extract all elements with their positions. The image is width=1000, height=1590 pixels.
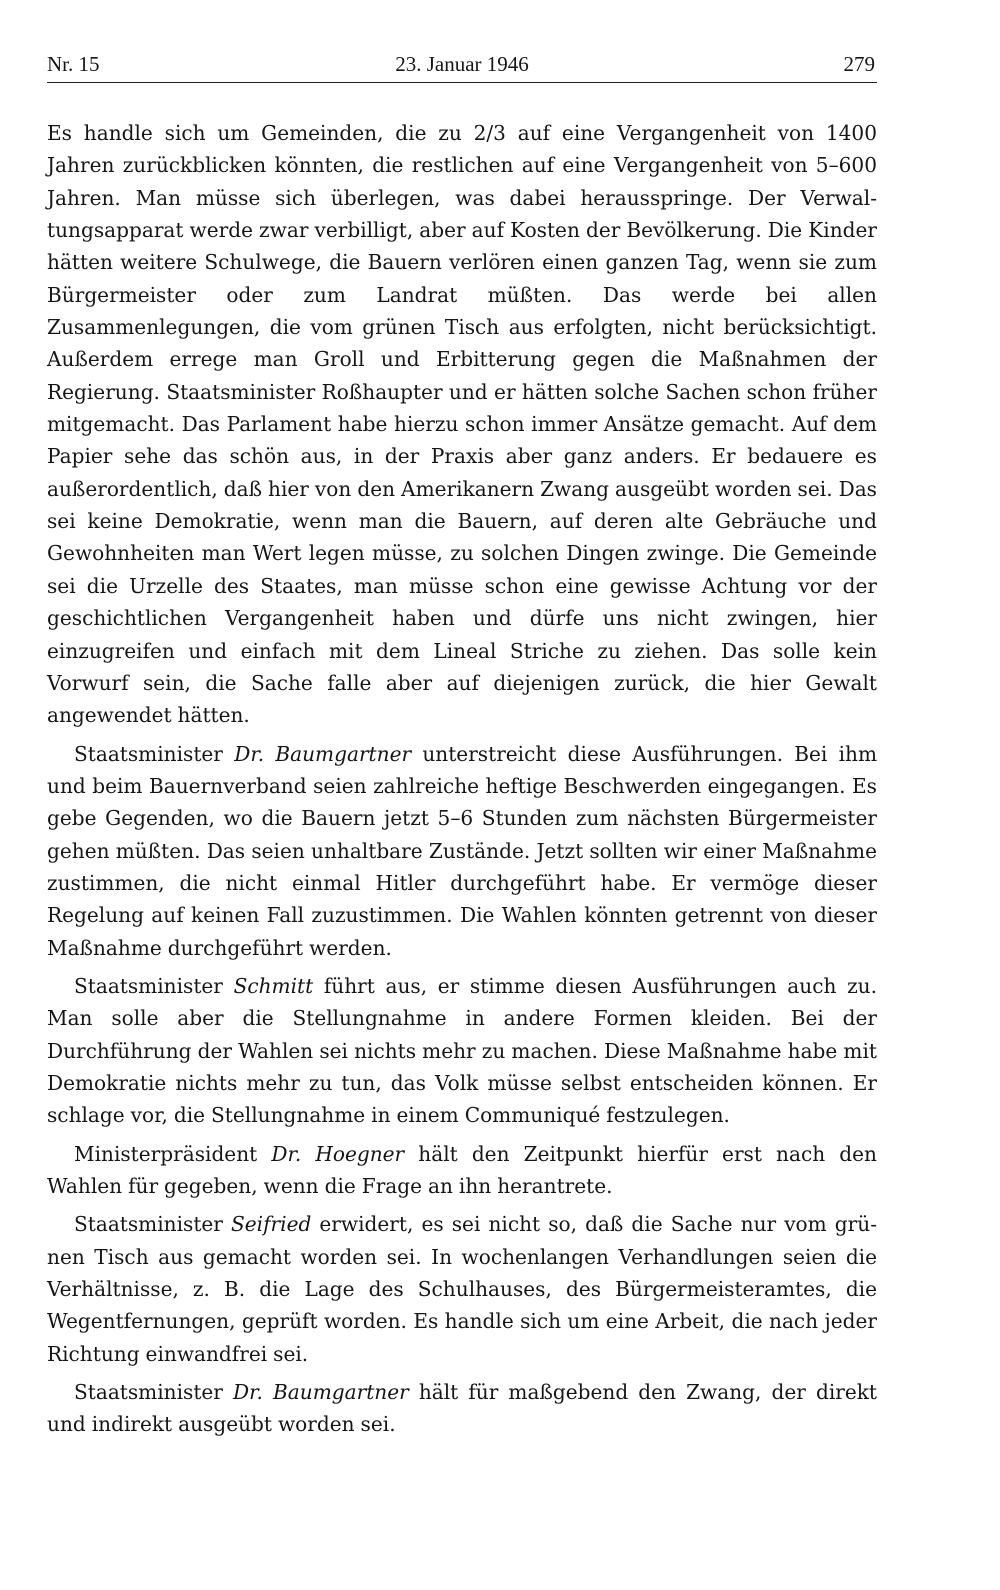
speaker-name: Dr. Baumgartner (233, 1380, 409, 1405)
running-header (47, 48, 877, 83)
paragraph-text: unterstreicht diese Ausführungen. Bei ihm und beim Bauernverband seien zahlreiche heftige Beschwerden eingegangen. Es gebe Gegenden, wo die Bauern jetzt 5–6 Stunden zum nächsten Bürgermeister gehen müßten. Das seien unhaltbare Zustände. Jetzt sollten wir einer Maßnahme zustimmen, die nicht einmal Hitler durchgeführt habe. Er vermöge dieser Regelung auf keinen Fall zuzustimmen. Die Wahlen könnten getrennt von dieser Maßnahme durchgeführt werden. (47, 741, 878, 960)
page-number: 279 (843, 52, 875, 76)
speaker-name: Schmitt (233, 973, 314, 998)
paragraph-text: hält für maßgebend den Zwang, der direkt und indirekt ausgeübt worden sei. (47, 1380, 877, 1437)
paragraph-1 (47, 117, 877, 732)
paragraph-3 (47, 970, 877, 1132)
speaker-title: Staatsminister (74, 973, 234, 998)
speaker-title: Staatsminister (74, 741, 235, 766)
issue-number: Nr. 15 (47, 52, 100, 76)
paragraph-6 (47, 1376, 877, 1441)
speaker-name: Dr. Hoegner (271, 1141, 405, 1166)
paragraph-text: führt aus, er stimme diesen Ausführungen auch zu. Man solle aber die Stellungnahme in andere Formen kleiden. Bei der Durchführung der Wahlen sei nichts mehr zu machen. Diese Maßnahme habe mit Demokratie nichts mehr zu tun, das Volk müsse selbst entscheiden können. Er schlage vor, die Stellungnahme in einem Communiqué festzulegen. (47, 973, 877, 1128)
paragraph-text: erwidert, es sei nicht so, daß die Sache nur vom grünen Tisch aus gemacht worden sei. In wochenlangen Verhandlungen seien die Verhältnisse, z. B. die Lage des Schulhauses, des Bürgermeisteramtes, die Wegentfernungen, geprüft worden. Es handle sich um eine Arbeit, die nach jeder Richtung einwandfrei sei. (47, 1212, 878, 1366)
speaker-title: Ministerpräsident (74, 1141, 272, 1166)
speaker-title: Staatsminister (74, 1212, 232, 1237)
paragraph-5 (47, 1208, 877, 1370)
paragraph-2 (47, 738, 877, 964)
speaker-name: Dr. Baumgartner (234, 741, 412, 766)
paragraph-text: hält den Zeitpunkt hierfür erst nach den Wahlen für gegeben, wenn die Frage an ihn herantrete. (47, 1141, 877, 1198)
protocol-body (47, 117, 877, 1441)
paragraph-text: Es handle sich um Gemeinden, die zu 2/3 auf eine Vergangenheit von 1400 Jahren zurückblicken könnten, die restlichen auf eine Vergangenheit von 5–600 Jahren. Man müsse sich überlegen, was dabei herausspringe. Der Verwaltungsapparat werde zwar verbilligt, aber auf Kosten der Bevölkerung. Die Kinder hätten weitere Schulwege, die Bauern verlören einen ganzen Tag, wenn sie zum Bürgermeister oder zum Landrat müßten. Das werde bei allen Zusammenlegungen, die vom grünen Tisch aus erfolgten, nicht berücksichtigt. Außerdem errege man Groll und Erbitterung gegen die Maßnahmen der Regierung. Staatsminister Roßhaupter und er hätten solche Sachen schon früher mitgemacht. Das Parlament habe hierzu schon immer Ansätze gemacht. Auf dem Papier sehe das schön aus, in der Praxis aber ganz anders. Er bedauere es außerordentlich, daß hier von den Amerikanern Zwang ausgeübt worden sei. Das sei keine Demokratie, wenn man die Bauern, auf deren alte Gebräuche und Gewohnheiten man Wert legen müsse, zu solchen Dingen zwinge. Die Gemeinde sei die Urzelle des Staates, man müsse schon eine gewisse Achtung vor der geschichtlichen Vergangenheit haben und dürfe uns nicht zwingen, hier einzugreifen und einfach mit dem Lineal Striche zu ziehen. Das solle kein Vorwurf sein, die Sache falle aber auf diejenigen zurück, die hier Gewalt angewendet hätten. (47, 121, 877, 728)
header-date: 23. Januar 1946 (395, 52, 529, 76)
paragraph-4 (47, 1138, 877, 1203)
speaker-title: Staatsminister (74, 1380, 234, 1405)
speaker-name: Seifried (231, 1212, 312, 1237)
